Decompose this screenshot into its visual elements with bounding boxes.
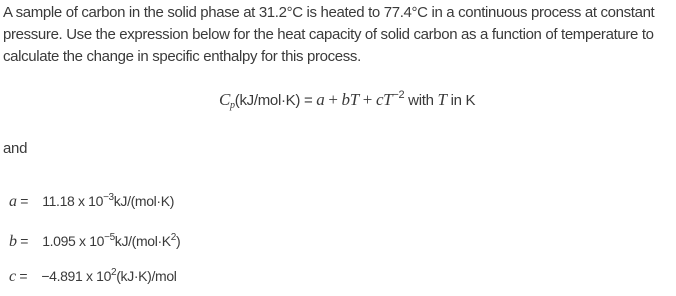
- term-b: bT: [341, 90, 359, 109]
- term-c: cT: [375, 90, 393, 109]
- param-units: kJ/(mol·K): [113, 193, 175, 209]
- param-units-tail: ): [175, 233, 181, 249]
- param-c: [9, 267, 177, 286]
- param-exponent: −3: [103, 192, 114, 203]
- param-a: [9, 192, 174, 211]
- param-var: a: [9, 193, 17, 210]
- plus-sign: +: [362, 90, 373, 109]
- param-units: (kJ·K)/mol: [116, 268, 177, 284]
- term-a: a: [316, 90, 325, 109]
- param-units: kJ/(mol·K: [114, 233, 171, 249]
- param-value: 11.18 x 10: [42, 193, 104, 209]
- heat-capacity-equation: [219, 89, 475, 111]
- temperature-symbol: T: [437, 90, 447, 109]
- param-value: 1.095 x 10: [42, 233, 105, 249]
- problem-statement: A sample of carbon in the solid phase at 31.2°C is heated to 77.4°C in a continuous process at constant pressure. Use the expression below for the heat capacity of solid carbon as a function of temperature to calculate the change in specific enthalpy for this process.: [3, 4, 655, 65]
- term-c-exponent: −2: [392, 89, 405, 101]
- param-equals: =: [19, 268, 28, 284]
- param-var: c: [9, 268, 16, 285]
- param-units-exponent: 2: [170, 232, 176, 243]
- param-b: [9, 232, 180, 251]
- param-equals: =: [20, 233, 29, 249]
- param-exponent: 2: [111, 267, 117, 278]
- and-text: and: [3, 140, 28, 157]
- plus-sign: +: [328, 90, 338, 109]
- param-value: −4.891 x 10: [41, 268, 112, 284]
- param-var: b: [9, 233, 17, 250]
- cp-symbol: C: [219, 90, 231, 109]
- param-exponent: −5: [104, 232, 115, 243]
- param-equals: =: [20, 193, 29, 209]
- cp-units: (kJ/mol·K) =: [234, 92, 313, 109]
- kelvin-text: in K: [450, 92, 476, 109]
- with-text: with: [408, 92, 434, 109]
- cp-subscript: p: [230, 100, 235, 111]
